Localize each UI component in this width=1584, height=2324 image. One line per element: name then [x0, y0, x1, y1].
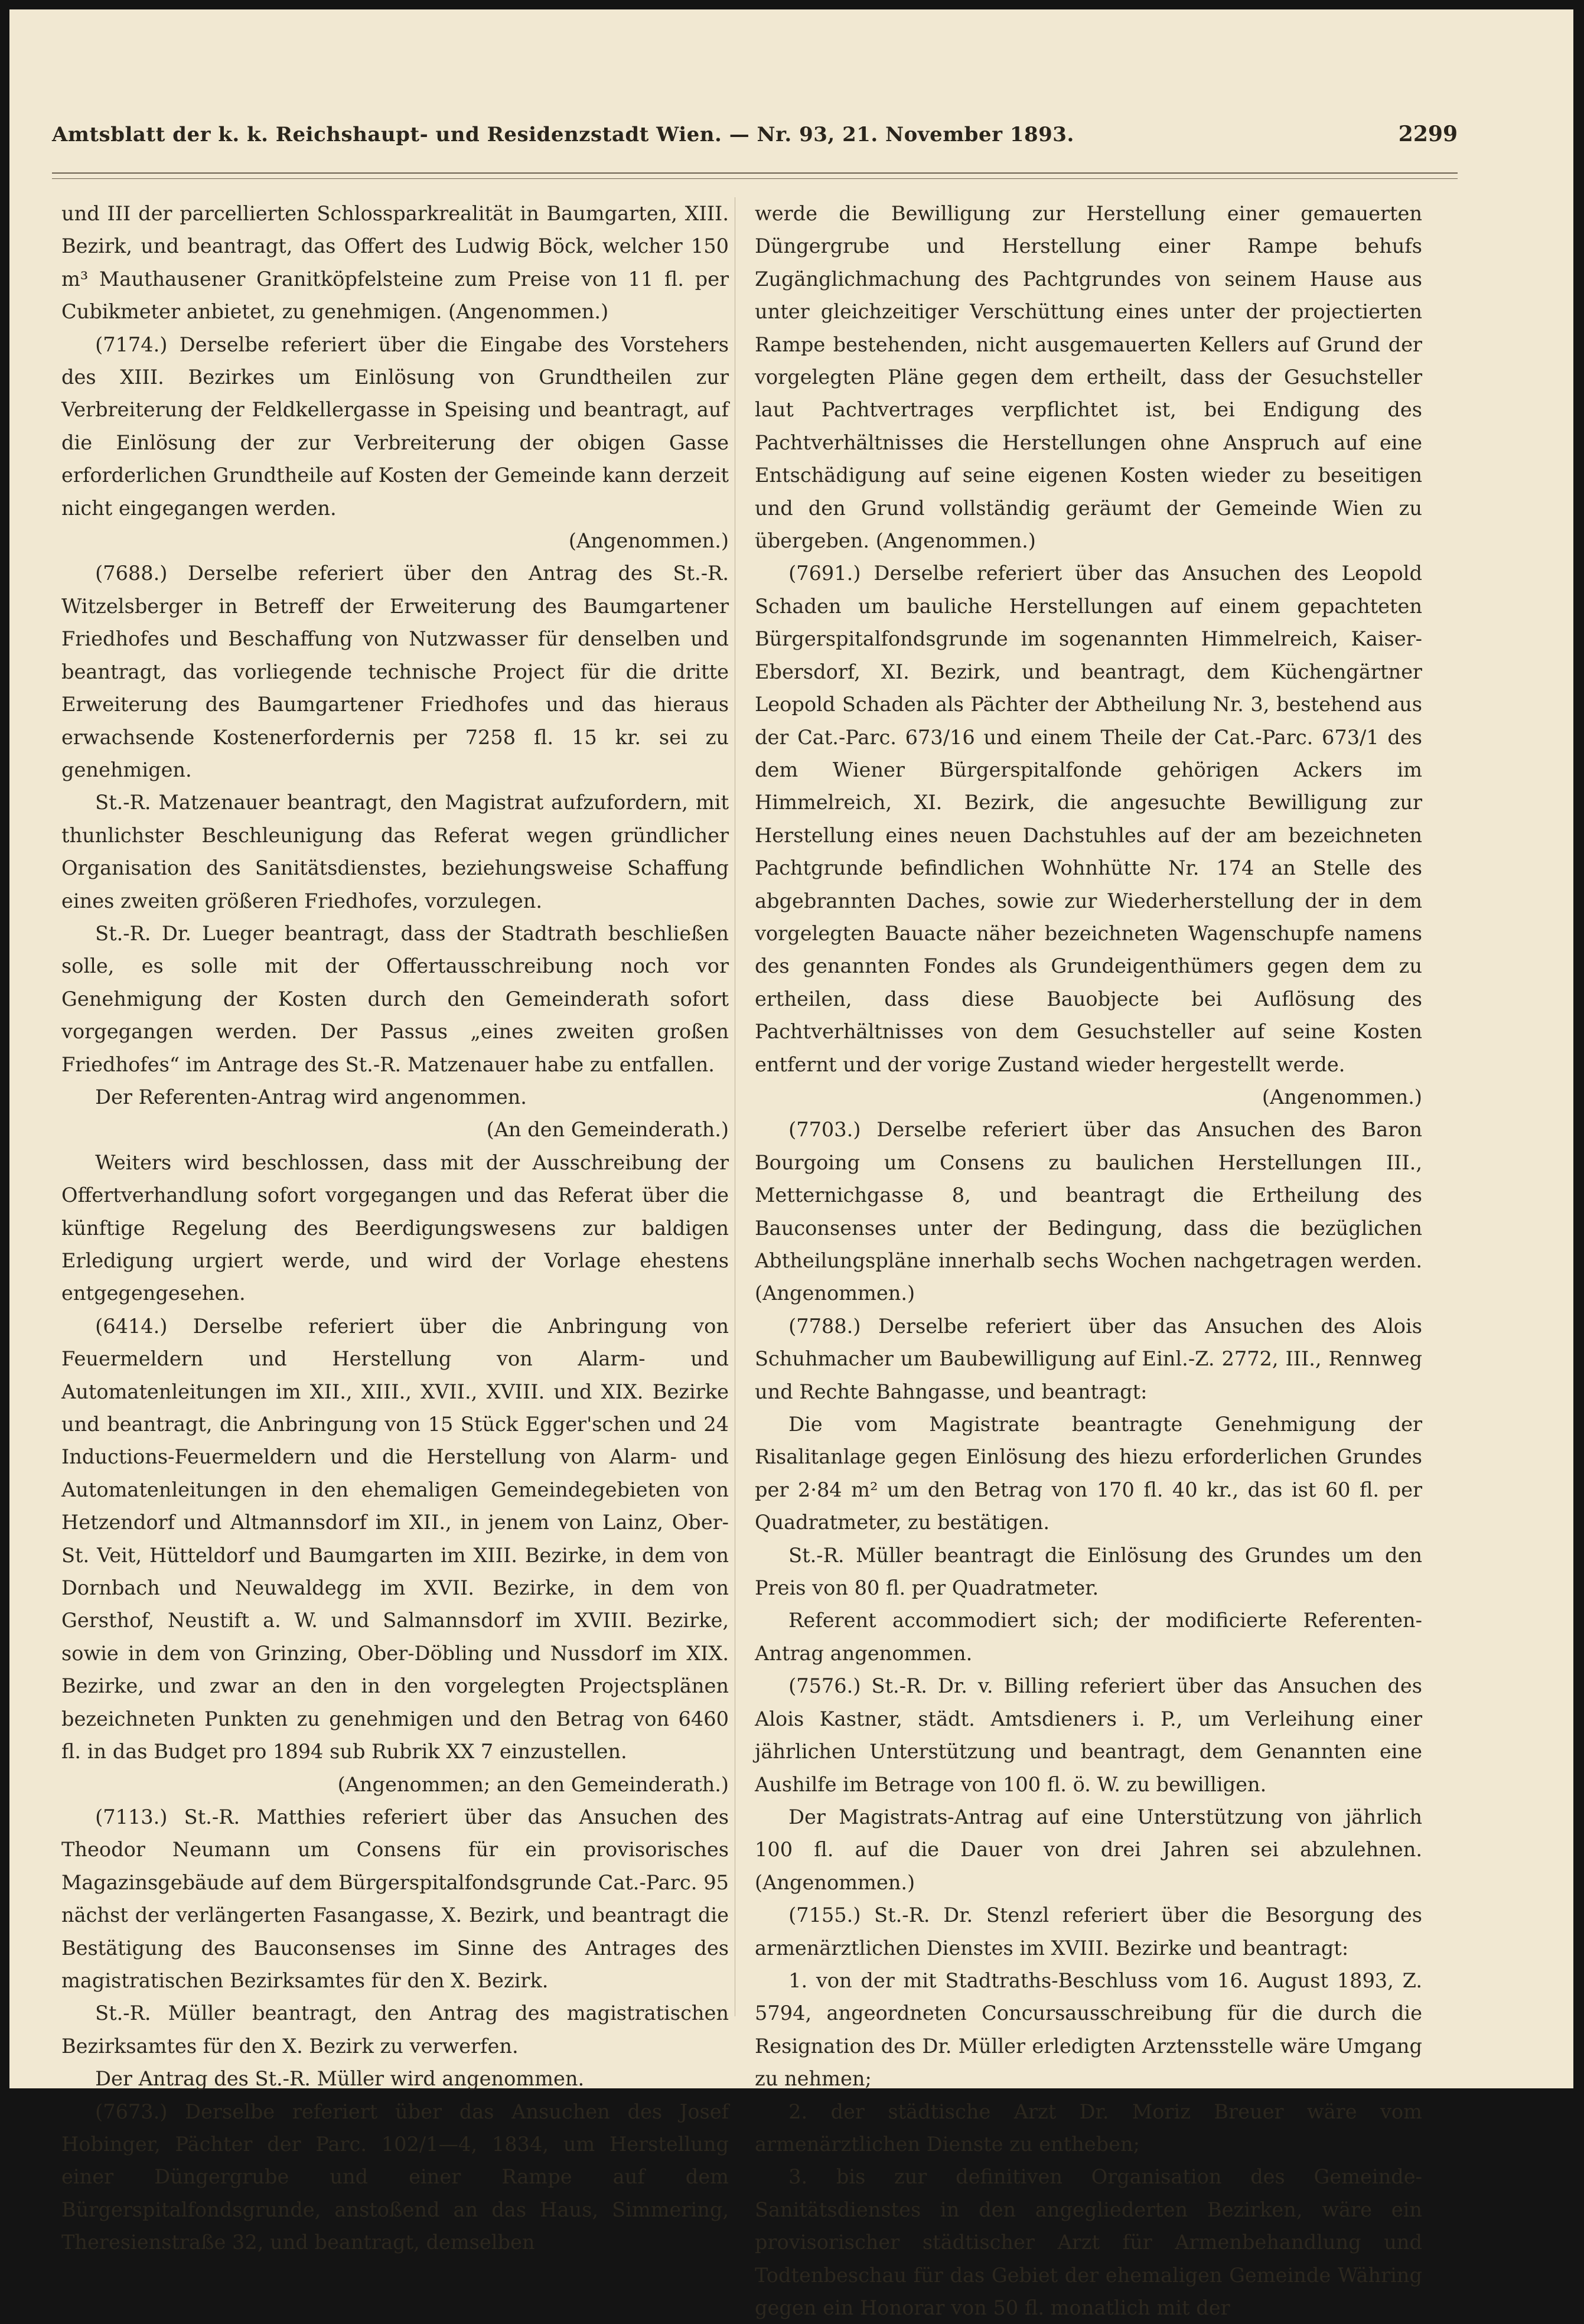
- paragraph: St.-R. Müller beantragt, den Antrag des magistratischen Bezirksamtes für den X. Bezirk zu verwerfen.: [61, 2002, 729, 2058]
- paragraph: (An den Gemeinderath.): [486, 1118, 729, 1142]
- paragraph: (7788.) Derselbe referiert über das Ansuchen des Alois Schuhmacher um Baubewilligung auf Einl.-Z. 2772, III., Rennweg und Rechte Bahngasse, und beantragt:: [755, 1314, 1422, 1403]
- paragraph: werde die Bewilligung zur Herstellung einer gemauerten Düngergrube und Herstellung einer Rampe behufs Zugänglichmachung des Pachtgrundes von seinem Hause aus unter gleichzeitiger Verschüttung eines unter der projectierten Rampe bestehenden, nicht ausgemauerten Kellers auf Grund der vorgelegten Pläne gegen dem ertheilt, dass der Gesuchsteller laut Pachtvertrages verpflichtet ist, bei Endigung des Pachtverhältnisses die Herstellungen ohne Anspruch auf eine Entschädigung auf seine eigenen Kosten wieder zu beseitigen und den Grund vollständig geräumt der Gemeinde Wien zu übergeben. (Angenommen.): [755, 202, 1422, 553]
- paragraph: (7155.) St.-R. Dr. Stenzl referiert über die Besorgung des armenärztlichen Dienstes im XVIII. Bezirke und beantragt:: [755, 1903, 1422, 1960]
- paragraph: 3. bis zur definitiven Organisation des Gemeinde-Sanitätsdienstes in den angegliederten Bezirken, wäre ein provisorischer städtischer Arzt für Armenbehandlung und Todtenbeschau für das Gebiet der ehemaligen Gemeinde Währing gegen ein Honorar von 50 fl. monatlich mit der: [755, 2165, 1422, 2319]
- left-column: [61, 197, 729, 2254]
- masthead-title: Amtsblatt der k. k. Reichshaupt- und Residenzstadt Wien. — Nr. 93, 21. November 1893.: [52, 123, 1074, 146]
- paragraph: Der Referenten-Antrag wird angenommen.: [95, 1085, 527, 1109]
- paragraph: (6414.) Derselbe referiert über die Anbringung von Feuermeldern und Herstellung von Alarm- und Automatenleitungen im XII., XIII., XVII., XVIII. und XIX. Bezirke und beantragt, die Anbringung von 15 Stück Egger'schen und 24 Inductions-Feuermeldern und die Herstellung von Alarm- und Automatenleitungen in den ehemaligen Gemeindegebieten von Hetzendorf und Altmannsdorf im XII., in jenem von Lainz, Ober-St. Veit, Hütteldorf und Baumgarten im XIII. Bezirke, in dem von Dornbach und Neuwaldegg im XVII. Bezirke, in dem von Gersthof, Neustift a. W. und Salmannsdorf im XVIII. Bezirke, sowie in dem von Grinzing, Ober-Döbling und Nussdorf im XIX. Bezirke, und zwar an den in den vorgelegten Projectsplänen bezeichneten Punkten zu genehmigen und den Betrag von 6460 fl. in das Budget pro 1894 sub Rubrik XX 7 einzustellen.: [61, 1314, 729, 1764]
- paragraph: Weiters wird beschlossen, dass mit der Ausschreibung der Offertverhandlung sofort vorgegangen und das Referat über die künftige Regelung des Beerdigungswesens zur baldigen Erledigung urgiert werde, und wird der Vorlage ehestens entgegengesehen.: [61, 1150, 729, 1305]
- paragraph: und III der parcellierten Schlossparkrealität in Baumgarten, XIII. Bezirk, und beantragt, das Offert des Ludwig Böck, welcher 150 m³ Mauthausener Granitköpfelsteine zum Preise von 11 fl. per Cubikmeter anbietet, zu genehmigen. (Angenommen.): [61, 202, 729, 324]
- paragraph: (7673.) Derselbe referiert über das Ansuchen des Josef Hobinger, Pächter der Parc. 102/1—4, 1834, um Herstellung einer Düngergrube und einer Rampe auf dem Bürgerspitalfondsgrunde, anstoßend an das Haus, Simmering, Theresienstraße 32, und beantragt, demselben: [61, 2100, 729, 2254]
- paragraph: (7691.) Derselbe referiert über das Ansuchen des Leopold Schaden um bauliche Herstellungen auf einem gepachteten Bürgerspitalfondsgrunde im sogenannten Himmelreich, Kaiser-Ebersdorf, XI. Bezirk, und beantragt, dem Küchengärtner Leopold Schaden als Pächter der Abtheilung Nr. 3, bestehend aus der Cat.-Parc. 673/16 und einem Theile der Cat.-Parc. 673/1 des dem Wiener Bürgerspitalfonde gehörigen Ackers im Himmelreich, XI. Bezirk, die angesuchte Bewilligung zur Herstellung eines neuen Dachstuhles auf der am bezeichneten Pachtgrunde befindlichen Wohnhütte Nr. 174 an Stelle des abgebrannten Daches, sowie zur Wiederherstellung der in dem vorgelegten Bauacte näher bezeichneten Wagenschupfe namens des genannten Fondes als Grundeigenthümers gegen dem zu ertheilen, dass diese Bauobjecte bei Auflösung des Pachtverhältnisses von dem Gesuchsteller auf seine Kosten entfernt und der vorige Zustand wieder hergestellt werde.: [755, 562, 1422, 1076]
- paragraph: Der Magistrats-Antrag auf eine Unterstützung von jährlich 100 fl. auf die Dauer von drei Jahren sei abzulehnen. (Angenommen.): [755, 1805, 1422, 1894]
- paragraph: (7113.) St.-R. Matthies referiert über das Ansuchen des Theodor Neumann um Consens für ein provisorisches Magazinsgebäude auf dem Bürgerspitalfondsgrunde Cat.-Parc. 95 nächst der verlängerten Fasangasse, X. Bezirk, und beantragt die Bestätigung des Bauconsenses im Sinne des Antrages des magistratischen Bezirksamtes für den X. Bezirk.: [61, 1805, 729, 1992]
- paragraph: (7576.) St.-R. Dr. v. Billing referiert über das Ansuchen des Alois Kastner, städt. Amtsdieners i. P., um Verleihung einer jährlichen Unterstützung und beantragt, dem Genannten eine Aushilfe im Betrage von 100 fl. ö. W. zu bewilligen.: [755, 1674, 1422, 1796]
- paragraph: Der Antrag des St.-R. Müller wird angenommen.: [95, 2067, 585, 2091]
- paragraph: (7703.) Derselbe referiert über das Ansuchen des Baron Bourgoing um Consens zu baulichen Herstellungen III., Metternichgasse 8, und beantragt die Ertheilung des Bauconsenses unter der Bedingung, dass die bezüglichen Abtheilungspläne innerhalb sechs Wochen nachgetragen werden. (Angenommen.): [755, 1118, 1422, 1305]
- paragraph: (Angenommen.): [568, 529, 729, 553]
- right-column: [755, 197, 1422, 2319]
- paragraph: (Angenommen.): [1262, 1085, 1422, 1109]
- paragraph: 1. von der mit Stadtraths-Beschluss vom 16. August 1893, Z. 5794, angeordneten Concursausschreibung für die durch die Resignation des Dr. Müller erledigten Arztensstelle wäre Umgang zu nehmen;: [755, 1968, 1422, 2091]
- page-number: 2299: [1398, 122, 1458, 146]
- paragraph: 2. der städtische Arzt Dr. Moriz Breuer wäre vom armenärztlichen Dienste zu entheben;: [755, 2100, 1422, 2156]
- paragraph: St.-R. Müller beantragt die Einlösung des Grundes um den Preis von 80 fl. per Quadratmeter.: [755, 1543, 1422, 1600]
- paragraph: St.-R. Matzenauer beantragt, den Magistrat aufzufordern, mit thunlichster Beschleunigung das Referat wegen gründlicher Organisation des Sanitätsdienstes, beziehungsweise Schaffung eines zweiten größeren Friedhofes, vorzulegen.: [61, 791, 729, 912]
- paragraph: Die vom Magistrate beantragte Genehmigung der Risalitanlage gegen Einlösung des hiezu erforderlichen Grundes per 2·84 m² um den Betrag von 170 fl. 40 kr., das ist 60 fl. per Quadratmeter, zu bestätigen.: [755, 1413, 1422, 1534]
- paragraph: (Angenommen; an den Gemeinderath.): [337, 1772, 729, 1796]
- page-header: [52, 123, 1458, 158]
- newspaper-page: [9, 9, 1573, 2319]
- paragraph: Referent accommodiert sich; der modificierte Referenten-Antrag angenommen.: [755, 1609, 1422, 1665]
- paragraph: (7174.) Derselbe referiert über die Eingabe des Vorstehers des XIII. Bezirkes um Einlösung von Grundtheilen zur Verbreiterung der Feldkellergasse in Speising und beantragt, auf die Einlösung der zur Verbreiterung der obigen Gasse erforderlichen Grundtheile auf Kosten der Gemeinde kann derzeit nicht eingegangen werden.: [61, 333, 729, 520]
- paragraph: St.-R. Dr. Lueger beantragt, dass der Stadtrath beschließen solle, es solle mit der Offertausschreibung noch vor Genehmigung der Kosten durch den Gemeinderath sofort vorgegangen werden. Der Passus „eines zweiten großen Friedhofes“ im Antrage des St.-R. Matzenauer habe zu entfallen.: [61, 921, 729, 1076]
- header-rule: [52, 172, 1458, 179]
- paragraph: (7688.) Derselbe referiert über den Antrag des St.-R. Witzelsberger in Betreff der Erweiterung des Baumgartener Friedhofes und Beschaffung von Nutzwasser für denselben und beantragt, das vorliegende technische Project für die dritte Erweiterung des Baumgartener Friedhofes und das hieraus erwachsende Kostenerfordernis per 7258 fl. 15 kr. sei zu genehmigen.: [61, 562, 729, 781]
